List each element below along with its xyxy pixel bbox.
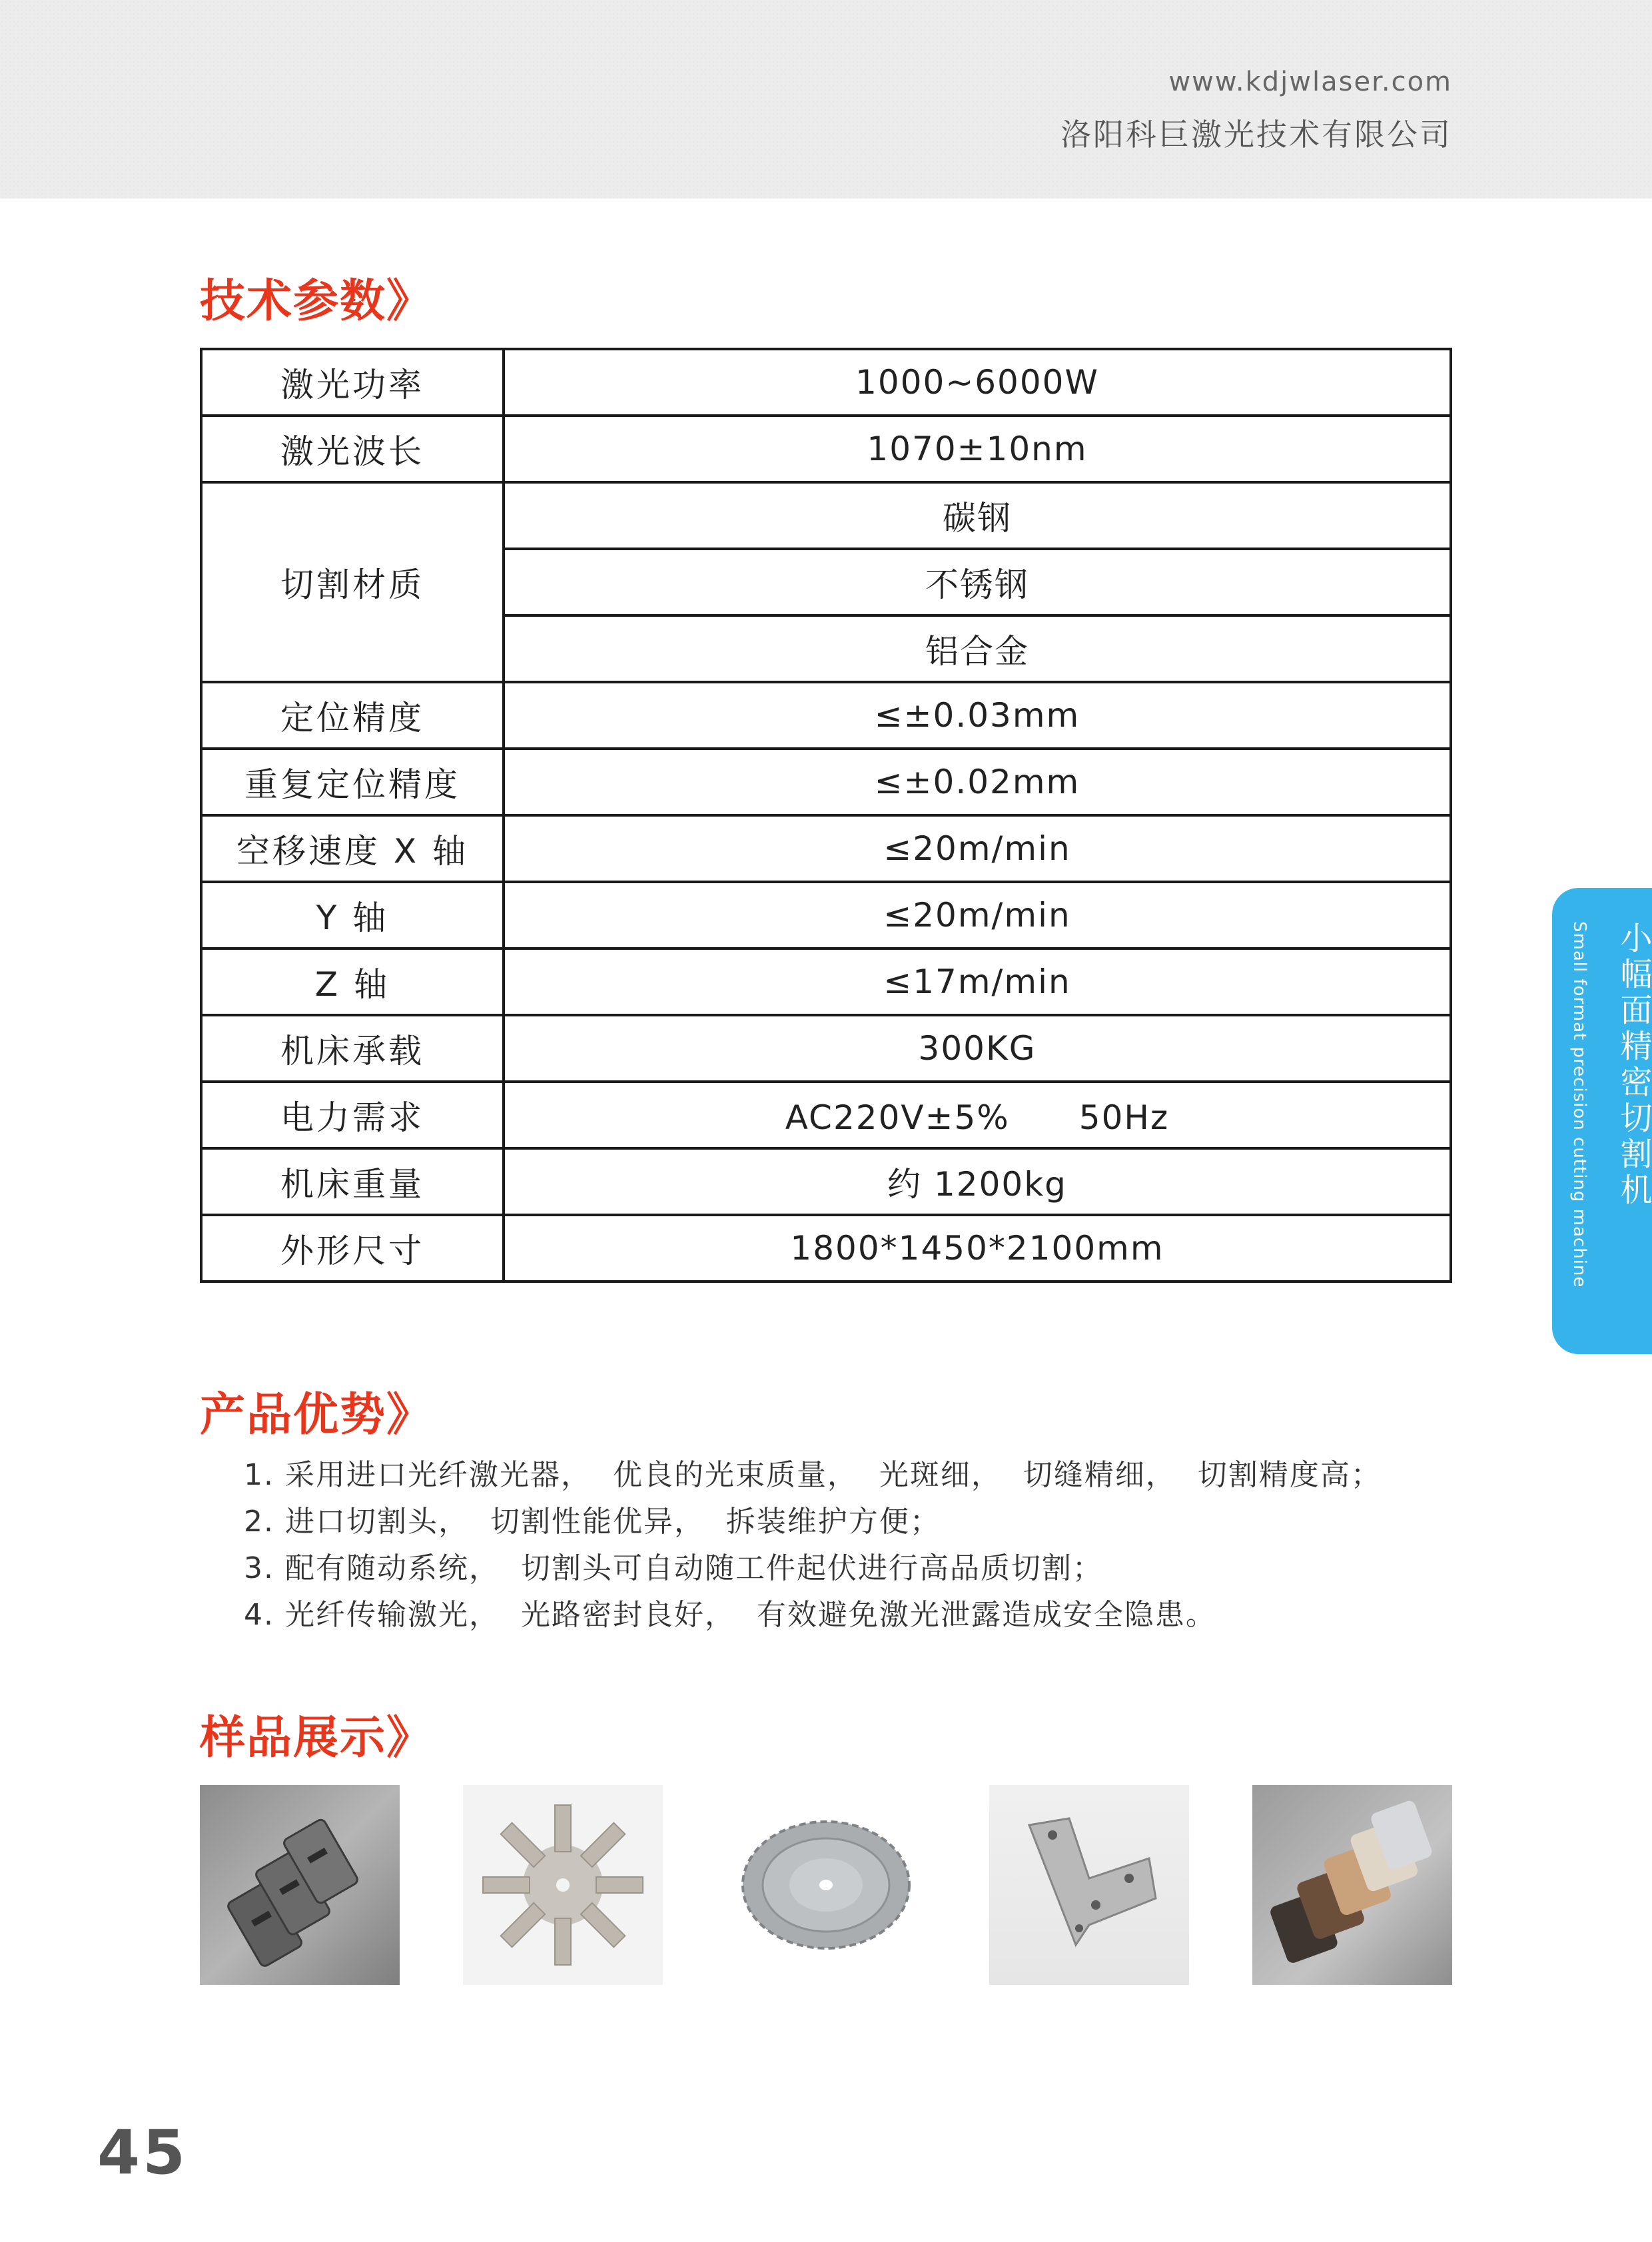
spec-label: 激光功率: [201, 349, 504, 416]
spec-label: 空移速度 X 轴: [201, 815, 504, 882]
list-item: 4. 光纤传输激光， 光路密封良好， 有效避免激光泄露造成安全隐患。: [244, 1598, 1216, 1632]
spec-value: 铝合金: [504, 615, 1451, 682]
side-tab: [1552, 888, 1652, 1354]
table-row: [201, 482, 1451, 549]
side-tab-title-en: Small format precision cutting machine: [1569, 921, 1589, 1288]
table-row: [201, 1215, 1451, 1282]
spec-label: 机床重量: [201, 1148, 504, 1215]
spec-label: 激光波长: [201, 416, 504, 482]
spec-value: AC220V±5% 50Hz: [504, 1082, 1451, 1148]
spec-value: ≤20m/min: [504, 882, 1451, 948]
specs-section-title: 技术参数》: [200, 275, 434, 328]
side-tab-title-cn: 小幅面精密切割机: [1615, 921, 1652, 1209]
spec-value: ≤20m/min: [504, 815, 1451, 882]
spec-value: 约 1200kg: [504, 1148, 1451, 1215]
page-header: [0, 0, 1652, 198]
advantages-section-title: 产品优势》: [200, 1389, 434, 1441]
spec-value: 碳钢: [504, 482, 1451, 549]
spec-label: 外形尺寸: [201, 1215, 504, 1282]
table-row: [201, 416, 1451, 482]
spec-table: [200, 348, 1452, 1283]
spec-value: ≤17m/min: [504, 948, 1451, 1015]
advantages-list: [244, 1452, 1382, 1639]
spec-label: 机床承载: [201, 1015, 504, 1082]
table-row: [201, 1015, 1451, 1082]
spec-value: ≤±0.03mm: [504, 682, 1451, 749]
spec-value: 不锈钢: [504, 549, 1451, 615]
table-row: [201, 882, 1451, 948]
sample-photo-gear: [463, 1785, 663, 1985]
page-number: 45: [97, 2117, 189, 2188]
company-name: 洛阳科巨激光技术有限公司: [1060, 117, 1452, 153]
table-row: [201, 1148, 1451, 1215]
table-row: [201, 1082, 1451, 1148]
spec-label: Z 轴: [201, 948, 504, 1015]
table-row: [201, 749, 1451, 815]
table-row: [201, 349, 1451, 416]
samples-section-title: 样品展示》: [200, 1712, 434, 1764]
spec-label: Y 轴: [201, 882, 504, 948]
spec-label: 重复定位精度: [201, 749, 504, 815]
spec-value: 1070±10nm: [504, 416, 1451, 482]
spec-value: 1800*1450*2100mm: [504, 1215, 1451, 1282]
table-row: [201, 815, 1451, 882]
sample-photo-colored-plates: [1252, 1785, 1452, 1985]
spec-value: ≤±0.02mm: [504, 749, 1451, 815]
spec-label: 电力需求: [201, 1082, 504, 1148]
sample-gallery: [200, 1785, 1452, 1985]
spec-label: 定位精度: [201, 682, 504, 749]
spec-value: 1000~6000W: [504, 349, 1451, 416]
list-item: 2. 进口切割头， 切割性能优异， 拆装维护方便；: [244, 1505, 941, 1539]
sample-photo-bracket: [989, 1785, 1189, 1985]
spec-value: 300KG: [504, 1015, 1451, 1082]
list-item: 3. 配有随动系统， 切割头可自动随工件起伏进行高品质切割；: [244, 1551, 1103, 1585]
table-row: [201, 682, 1451, 749]
sample-photo-disc: [726, 1785, 926, 1985]
table-row: [201, 948, 1451, 1015]
sample-photo-plates: [200, 1785, 400, 1985]
website-url: www.kdjwlaser.com: [1168, 67, 1452, 97]
spec-label: 切割材质: [201, 482, 504, 682]
list-item: 1. 采用进口光纤激光器， 优良的光束质量， 光斑细， 切缝精细， 切割精度高；: [244, 1458, 1382, 1492]
